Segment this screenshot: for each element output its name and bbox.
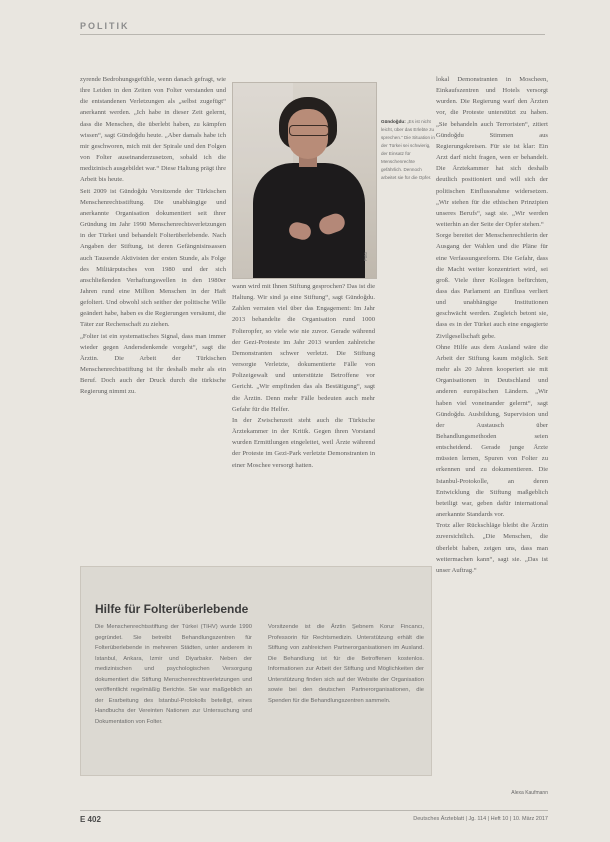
- paragraph: In der Zwischenzeit steht auch die Türkische Ärztekammer in der Kritik. Gegen ihren Vorstand wurden Ermittlungen eingeleitet, weil Ärzte während der Proteste im Gezi-Park verletzte Demonstranten in einer Moschee versorgt hatten.: [232, 416, 375, 469]
- paragraph: wann wird mit Ihnen Stiftung gesprochen? Das ist die Haltung. Wir sind ja eine Stiftung“, sagt Gündoğdu. Zahlen verraten viel über das Engagement: Im Jahr 2013 behandelte die Organisation rund 1000 Folteropfer, so viele wie nie zuvor. Gerade während der Gezi-Proteste im Jahr 2013 wurden zahlreiche Demonstranten schwer verletzt. Die Stiftung versorgte Verletzte, dokumentierte Fälle von Polizeigewalt und unterstützte Betroffene vor Gericht. „Wir empfinden das als Bestätigung“, sagt die Ärztin. Denn mehr Fälle bedeuten auch mehr Gefahr für die Helfer.: [232, 283, 375, 413]
- photo-credit: Foto: [363, 252, 368, 262]
- page-number: E 402: [80, 815, 101, 824]
- paragraph: Trotz aller Rückschläge bleibt die Ärztin zuversichtlich. „Die Menschen, die überlebt haben, zeigen uns, dass man weitermachen kann“, sagt sie. „Das ist unser Auftrag.“: [436, 522, 548, 574]
- article-column-2: [232, 281, 375, 572]
- article-column-1: [80, 74, 226, 572]
- issue-info: Deutsches Ärzteblatt | Jg. 114 | Heft 10 | 10. März 2017: [413, 816, 548, 822]
- footer-rule: [80, 810, 548, 811]
- info-box-column-2: Vorsitzende ist die Ärztin Şebnem Korur Fincancı, Professorin für Rechtsmedizin. Unterstützung erhält die Stiftung von zahlreichen Partnerorganisationen im Ausland. Die Behandlung ist für die Betroffenen kostenlos. Informationen zur Arbeit der Stiftung und Möglichkeiten der Unterstützung finden sich auf der Website der Organisation sowie bei den deutschen Partnerorganisationen, die Spenden für die Behandlungszentren sammeln.: [268, 624, 424, 704]
- section-header-rule: [80, 20, 545, 35]
- paragraph: lokal Demonstranten in Moscheen, Einkaufszentren und Hotels versorgt wurden. Die Regierung warf den Ärzten vor, die Proteste unterstützt zu haben. „Sie behandeln auch Terroristen“, zitiert Gündoğdu Stimmen aus Regierungskreisen. Für sie ist klar: Ein Arzt darf nicht fragen, wen er behandelt. Die Ärztekammer hat sich deshalb deutlich positioniert und will sich der politischen Einflussnahme widersetzen. „Wir stehen für die ethischen Prinzipien unseres Berufs“, sagt sie. „Wir werden weiterhin an der Seite der Opfer stehen.“: [436, 76, 548, 229]
- paragraph: Sorge bereitet der Menschenrechtlerin der Ausgang der Wahlen und die Pläne für eine Verfassungsreform. Die Gefahr, dass die Macht weiter konzentriert wird, sei groß. Viele ihrer Kollegen befürchten, dass das Parlament an Einfluss verliert und unabhängige Institutionen geschwächt werden. Zugleich betont sie, dass es in der Türkei auch eine engagierte Zivilgesellschaft gebe.: [436, 232, 548, 340]
- author-signature: Alexa Kaufmann: [511, 790, 548, 796]
- caption-name: Gündoğdu:: [381, 119, 406, 124]
- section-label: POLITIK: [80, 21, 130, 31]
- paragraph: „Folter ist ein systematisches Signal, dass man immer wieder gegen Andersdenkende vorgeht“, sagt die Ärztin. Die Arbeit der Türkischen Menschenrechtsstiftung ist ihr deshalb mehr als ein Beruf. Doch auch der Druck durch die türkische Regierung nimmt zu.: [80, 332, 226, 396]
- photo-caption: [381, 118, 436, 182]
- paragraph: zyrende Bedrohungsgefühle, wenn danach gefragt, wie ihre Leiden in den Zeiten von Folter verstanden und die entstandenen Verletzungen als „selbst zugefügt“ anerkannt werden. „Ich habe in dieser Zeit gelernt, dass die Menschen, die überlebt haben, zu kämpfen wissen“, sagt Gündoğdu heute. „Aber damals habe ich mir geschworen, mich mit der Spirale und den Folgen von Folter auseinanderzusetzen, sobald ich die medizinisch ausgebildet war.“ Diese Haltung prägt ihre Arbeit bis heute.: [80, 76, 226, 184]
- caption-text: „Es ist nicht leicht, über das Erlebte zu sprechen.“ Die Situation in der Türkei sei schwierig, der Einsatz für Menschenrechte gefährlich. Dennoch arbeitet sie für die Opfer.: [381, 119, 435, 180]
- info-box-title: Hilfe für Folterüberlebende: [95, 602, 249, 616]
- paragraph: Ohne Hilfe aus dem Ausland wäre die Arbeit der Stiftung kaum möglich. Seit mehr als 20 Jahren kooperiert sie mit Organisationen in Deutschland und anderen europäischen Ländern. „Wir haben viel voneinander gelernt“, sagt Gündoğdu. Ausbildung, Supervision und der Austausch über Behandlungsmethoden seien entscheidend. Gerade junge Ärzte müssten lernen, Spuren von Folter zu erkennen und zu dokumentieren. Die Istanbul-Protokolle, an deren Entwicklung die Stiftung maßgeblich beteiligt war, geben dafür international anerkannte Standards vor.: [436, 343, 548, 519]
- paragraph: Seit 2009 ist Gündoğdu Vorsitzende der Türkischen Menschenrechtsstiftung. Die unabhängige und anerkannte Organisation dokumentiert seit ihrer Gründung im Jahr 1990 Menschenrechtsverletzungen in der Türkei und behandelt Folterüberlebende. Nach Angaben der Stiftung, ist deren Gefängnisinsassen auch Tausende Aktivisten der ersten Stunde, als Folge des Militärputsches von 1980 und der sich anschließenden Verhaftungswellen in den 1980er Jahren rund eine Million Menschen in der Haft gefoltert. Und obwohl sich seither der politische Wille geändert habe, haben es die Regierungen versäumt, die Täter zur Rechenschaft zu ziehen.: [80, 187, 226, 329]
- portrait-photo: [232, 82, 377, 279]
- article-column-3: [436, 74, 548, 774]
- info-box-column-1: Die Menschenrechtsstiftung der Türkei (TIHV) wurde 1990 gegründet. Sie betreibt Behandlungszentren für Folterüberlebende in mehreren Städten, unter anderem in Istanbul, Ankara, Izmir und Diyarbakır. Neben der medizinischen und psychologischen Versorgung dokumentiert die Stiftung Menschenrechtsverletzungen und veröffentlicht regelmäßig Berichte. Sie war maßgeblich an der Erarbeitung des Istanbul-Protokolls beteiligt, eines Handbuchs der Vereinten Nationen zur Untersuchung und Dokumentation von Folter.: [95, 624, 252, 725]
